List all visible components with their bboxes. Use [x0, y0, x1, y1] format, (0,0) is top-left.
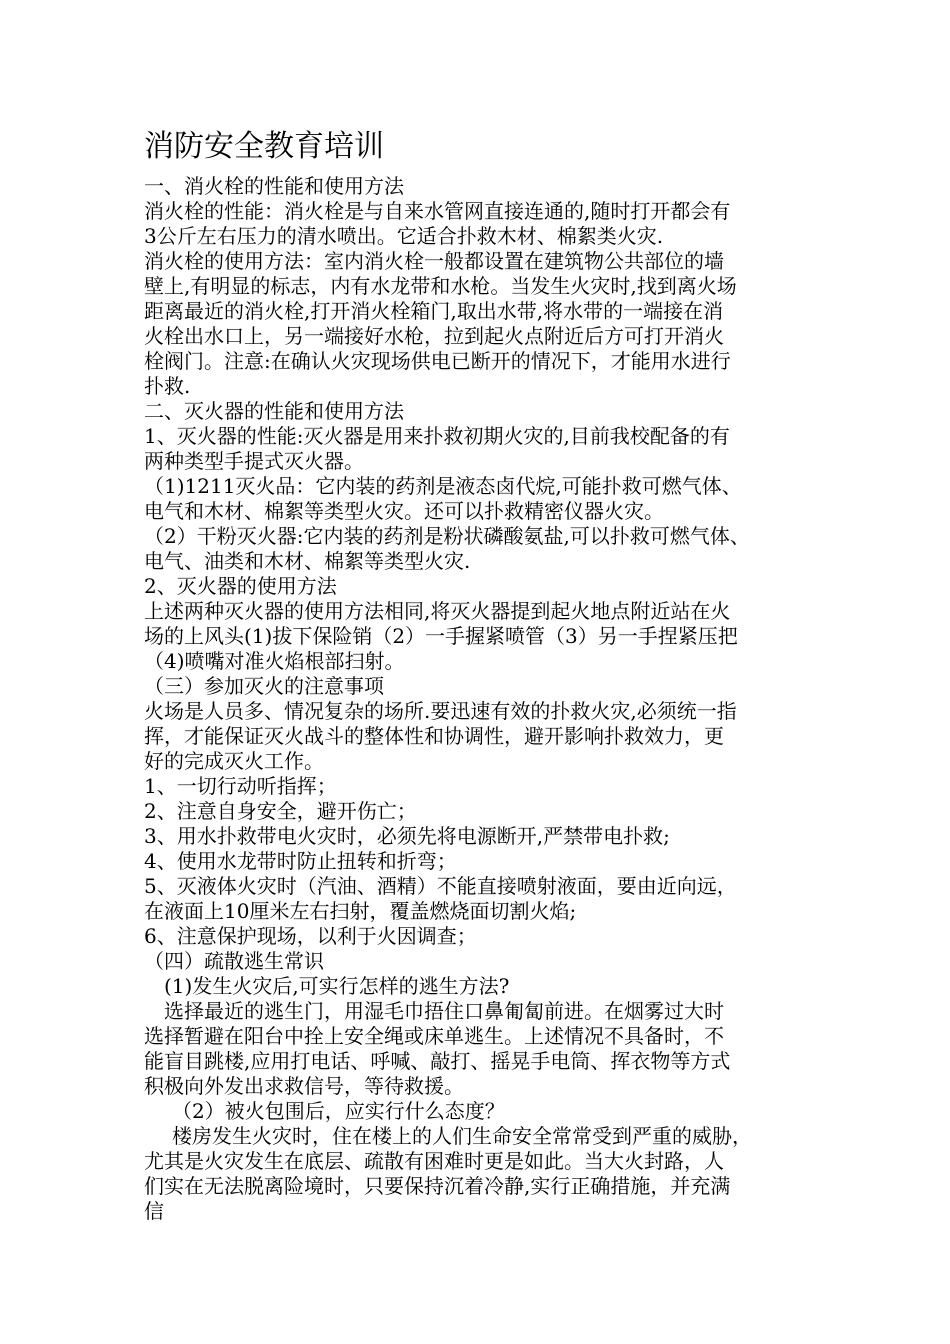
paragraph-line: 火栓出水口上，另一端接好水枪，拉到起火点附近后方可打开消火	[144, 324, 724, 348]
paragraph-line: （4)喷嘴对准火焰根部扫射。	[144, 649, 405, 673]
paragraph-line: 好的完成灭火工作。	[144, 749, 324, 773]
subsection-heading-usage: 2、灭火器的使用方法	[144, 574, 337, 598]
paragraph-line: 距离最近的消火栓,打开消火栓箱门,取出水带,将水带的一端接在消	[144, 299, 724, 323]
paragraph-line: 消火栓的使用方法：室内消火栓一般都设置在建筑物公共部位的墙	[144, 249, 724, 273]
paragraph-line: 信	[144, 1199, 164, 1223]
paragraph-line: 消火栓的性能：消火栓是与自来水管网直接连通的,随时打开都会有	[144, 199, 731, 223]
paragraph-line: 栓阀门。注意:在确认火灾现场供电已断开的情况下，才能用水进行	[144, 349, 731, 373]
paragraph-line: 选择暂避在阳台中拴上安全绳或床单逃生。上述情况不具备时，不	[144, 1024, 724, 1048]
paragraph-line: 能盲目跳楼,应用打电话、呼喊、敲打、摇晃手电筒、挥衣物等方式	[144, 1049, 731, 1073]
list-item: 4、使用水龙带时防止扭转和折弯；	[144, 849, 457, 873]
paragraph-line: 选择最近的逃生门，用湿毛巾捂住口鼻匍匐前进。在烟雾过大时	[164, 999, 724, 1023]
paragraph-line: 火场是人员多、情况复杂的场所.要迅速有效的扑救火灾,必须统一指	[144, 699, 737, 723]
paragraph-line: （2）干粉灭火器:它内装的药剂是粉状磷酸氨盐,可以扑救可燃气体、	[144, 524, 750, 548]
question-heading: (1)发生火灾后,可实行怎样的逃生方法?	[164, 974, 510, 998]
document-title: 消防安全教育培训	[144, 129, 384, 164]
paragraph-line: 上述两种灭火器的使用方法相同,将灭火器提到起火地点附近站在火	[144, 599, 731, 623]
list-item: 2、注意自身安全，避开伤亡；	[144, 799, 417, 823]
paragraph-line: 挥，才能保证灭火战斗的整体性和协调性，避开影响扑救效力，更	[144, 724, 724, 748]
paragraph-line: 场的上风头(1)拔下保险销（2）一手握紧喷管（3）另一手捏紧压把	[144, 624, 738, 648]
section-heading-precautions: （三）参加灭火的注意事项	[144, 674, 384, 698]
paragraph-line: 1、灭火器的性能:灭火器是用来扑救初期火灾的,目前我校配备的有	[144, 424, 730, 448]
list-item: 6、注意保护现场，以利于火因调查；	[144, 924, 477, 948]
paragraph-line: 壁上,有明显的标志，内有水龙带和水枪。当发生火灾时,找到离火场	[144, 274, 737, 298]
paragraph-line: 扑救.	[144, 374, 191, 398]
section-heading-evacuation: （四）疏散逃生常识	[144, 949, 324, 973]
paragraph-line: （1)1211灭火品：它内装的药剂是液态卤代烷,可能扑救可燃气体、	[144, 474, 742, 498]
paragraph-line: 3公斤左右压力的清水喷出。它适合扑救木材、棉絮类火灾.	[144, 224, 664, 248]
list-item-continuation: 在液面上10厘米左右扫射，覆盖燃烧面切割火焰;	[144, 899, 577, 923]
paragraph-line: 两种类型手提式灭火器。	[144, 449, 364, 473]
list-item: 5、灭液体火灾时（汽油、酒精）不能直接喷射液面，要由近向远，	[144, 874, 737, 898]
question-heading: （2）被火包围后，应实行什么态度？	[172, 1099, 505, 1123]
paragraph-line: 尤其是火灾发生在底层、疏散有困难时更是如此。当大火封路，人	[144, 1149, 724, 1173]
paragraph-line: 积极向外发出求救信号，等待救援。	[144, 1074, 464, 1098]
section-heading-extinguisher: 二、灭火器的性能和使用方法	[144, 399, 404, 423]
paragraph-line: 们实在无法脱离险境时，只要保持沉着冷静,实行正确措施，并充满	[144, 1174, 731, 1198]
paragraph-line: 楼房发生火灾时，住在楼上的人们生命安全常常受到严重的威胁，	[172, 1124, 752, 1148]
document-page	[144, 128, 816, 1224]
list-item: 1、一切行动听指挥；	[144, 774, 337, 798]
paragraph-line: 电气、油类和木材、棉絮等类型火灾.	[144, 549, 471, 573]
section-heading-hydrant: 一、消火栓的性能和使用方法	[144, 174, 404, 198]
paragraph-line: 电气和木材、棉絮等类型火灾。还可以扑救精密仪器火灾。	[144, 499, 664, 523]
list-item: 3、用水扑救带电火灾时，必须先将电源断开,严禁带电扑救;	[144, 824, 670, 848]
